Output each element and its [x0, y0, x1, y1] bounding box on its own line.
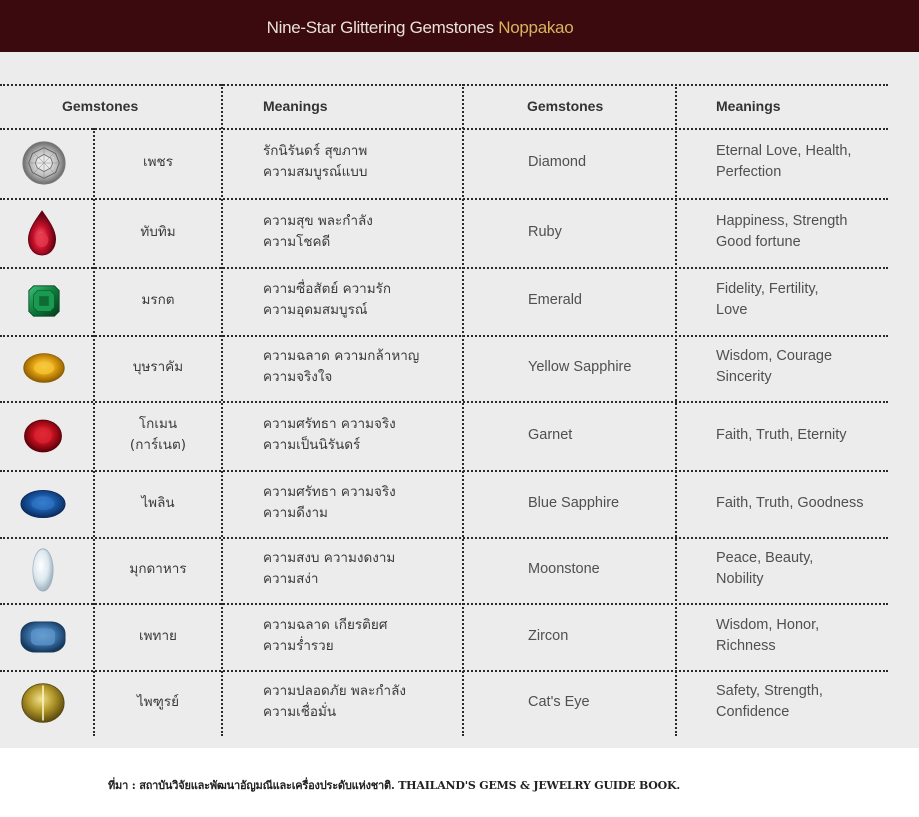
- row-divider: [0, 84, 888, 86]
- english-meaning: [716, 279, 819, 321]
- english-meaning-line: Eternal Love, Health,: [716, 143, 852, 159]
- row-divider: [0, 470, 888, 472]
- english-meaning: [716, 548, 813, 590]
- row-divider: [0, 603, 888, 605]
- page-title: [0, 0, 840, 52]
- thai-meaning-line: ความดีงาม: [263, 504, 328, 521]
- thai-gem-name-line: มุกดาหาร: [129, 561, 187, 577]
- english-meaning: [716, 615, 819, 657]
- column-divider: [675, 84, 677, 736]
- english-gem-name: Blue Sapphire: [528, 494, 620, 511]
- thai-meaning: [263, 414, 396, 456]
- english-meaning-line: Safety, Strength,: [716, 683, 823, 699]
- row-divider: [0, 335, 888, 337]
- english-meaning: [716, 493, 864, 514]
- thai-meaning-line: ความอุดมสมบูรณ์: [263, 302, 368, 318]
- column-divider: [221, 84, 223, 736]
- thai-gem-name-line: เพชร: [143, 154, 173, 170]
- english-meaning-line: Faith, Truth, Goodness: [716, 494, 864, 511]
- garnet-icon: [21, 415, 65, 461]
- thai-gem-name: [95, 152, 221, 173]
- english-meaning: [716, 141, 851, 183]
- thai-meaning: [263, 211, 373, 253]
- row-divider: [0, 670, 888, 672]
- thai-meaning-line: ความสง่า: [263, 571, 319, 587]
- thai-gem-name: [95, 290, 221, 311]
- source-footer: ที่มา : สถาบันวิจัยและพัฒนาอัญมณีและเครื่องประดับแห่งชาติ. THAILAND'S GEMS & JEWELRY GUIDE BOOK.: [108, 779, 681, 792]
- cats-eye-icon: [19, 680, 67, 730]
- english-meaning-line-2: Love: [716, 302, 748, 318]
- thai-meaning-line: ความสงบ ความงดงาม: [263, 550, 396, 566]
- row-divider: [0, 401, 888, 403]
- english-meaning: [716, 346, 832, 388]
- thai-meaning-line: ความซื่อสัตย์ ความรัก: [263, 281, 392, 297]
- thai-gem-name: [95, 414, 221, 456]
- thai-meaning: [263, 482, 396, 524]
- thai-gem-name-line-2: (การ์เนต): [129, 436, 187, 453]
- english-meaning: [716, 425, 847, 446]
- thai-gem-name: [95, 357, 221, 378]
- thai-gem-name: [95, 222, 221, 243]
- diamond-icon: [20, 139, 68, 191]
- row-divider: [0, 128, 888, 130]
- thai-meaning: [263, 615, 387, 657]
- emerald-icon: [24, 281, 64, 325]
- thai-meaning-line: ความศรัทธา ความจริง: [263, 483, 396, 500]
- english-meaning-line: Peace, Beauty,: [716, 550, 814, 566]
- english-meaning-line: Wisdom, Courage: [716, 348, 833, 364]
- thai-meaning-line: ความเป็นนิรันดร์: [263, 436, 361, 453]
- thai-gem-name: [95, 626, 221, 647]
- title-main: Nine-Star Glittering Gemstones: [266, 18, 494, 37]
- thai-gem-name: [95, 692, 221, 713]
- english-meaning-line-2: Richness: [716, 637, 776, 654]
- english-meaning-line-2: Nobility: [716, 571, 764, 587]
- thai-meaning-line: ความปลอดภัย พละกำลัง: [263, 683, 406, 699]
- thai-meaning-line: ความฉลาด เกียรติยศ: [263, 616, 388, 633]
- zircon-icon: [18, 616, 68, 662]
- thai-meaning-line: ความศรัทธา ความจริง: [263, 415, 396, 432]
- english-meaning-line-2: Confidence: [716, 704, 790, 720]
- english-meaning-line-2: Good fortune: [716, 233, 801, 250]
- english-gem-name: Ruby: [528, 223, 562, 240]
- thai-meaning-line: ความฉลาด ความกล้าหาญ: [263, 348, 420, 364]
- english-meaning-line-2: Perfection: [716, 164, 782, 180]
- row-divider: [0, 198, 888, 200]
- thai-meaning: [263, 681, 406, 723]
- english-gem-name: Diamond: [528, 154, 587, 170]
- english-gem-name: Emerald: [528, 292, 582, 308]
- english-meaning: [716, 211, 847, 253]
- thai-gem-name-line: ไพฑูรย์: [136, 694, 180, 710]
- thai-gem-name-line: เพทาย: [139, 627, 177, 644]
- english-meaning-line: Wisdom, Honor,: [716, 616, 820, 633]
- english-gem-name: Garnet: [528, 426, 573, 443]
- yellow-sapphire-icon: [21, 348, 67, 392]
- english-gem-name: Yellow Sapphire: [528, 359, 632, 375]
- english-gem-name: Moonstone: [528, 561, 600, 577]
- row-divider: [0, 537, 888, 539]
- gemstones-en-header: Gemstones: [527, 98, 604, 114]
- title-accent: Noppakao: [498, 18, 574, 37]
- moonstone-icon: [26, 546, 60, 598]
- thai-gem-name-line: มรกต: [141, 292, 175, 308]
- blue-sapphire-icon: [19, 485, 67, 527]
- gemstones-th-header: Gemstones: [62, 98, 139, 114]
- thai-meaning-line: ความจริงใจ: [263, 369, 333, 385]
- meanings-th-header: Meanings: [263, 98, 328, 114]
- thai-meaning-line: ความสุข พละกำลัง: [263, 212, 373, 229]
- english-meaning-line: Fidelity, Fertility,: [716, 281, 819, 297]
- thai-meaning-line: รักนิรันดร์ สุขภาพ: [263, 143, 368, 159]
- thai-gem-name-line: บุษราคัม: [132, 359, 184, 375]
- english-gem-name: Cat's Eye: [528, 694, 590, 710]
- thai-meaning-line: ความเชื่อมั่น: [263, 704, 337, 720]
- ruby-icon: [22, 208, 62, 262]
- english-meaning-line-2: Sincerity: [716, 369, 772, 385]
- english-meaning: [716, 681, 823, 723]
- thai-gem-name-line: โกเมน: [138, 415, 178, 432]
- english-gem-name: Zircon: [528, 627, 569, 644]
- thai-meaning: [263, 548, 395, 590]
- meanings-en-header: Meanings: [716, 98, 781, 114]
- english-meaning-line: Faith, Truth, Eternity: [716, 426, 847, 443]
- thai-gem-name-line: ทับทิม: [140, 223, 176, 240]
- thai-meaning: [263, 141, 367, 183]
- thai-meaning-line: ความร่ำรวย: [263, 637, 334, 654]
- column-divider: [462, 84, 464, 736]
- english-meaning-line: Happiness, Strength: [716, 212, 848, 229]
- thai-gem-name: [95, 559, 221, 580]
- thai-meaning: [263, 279, 391, 321]
- row-divider: [0, 267, 888, 269]
- thai-meaning: [263, 346, 419, 388]
- thai-gem-name-line: ไพลิน: [141, 494, 175, 511]
- thai-gem-name: [95, 493, 221, 514]
- thai-meaning-line: ความโชคดี: [263, 233, 331, 250]
- thai-meaning-line: ความสมบูรณ์แบบ: [263, 164, 368, 180]
